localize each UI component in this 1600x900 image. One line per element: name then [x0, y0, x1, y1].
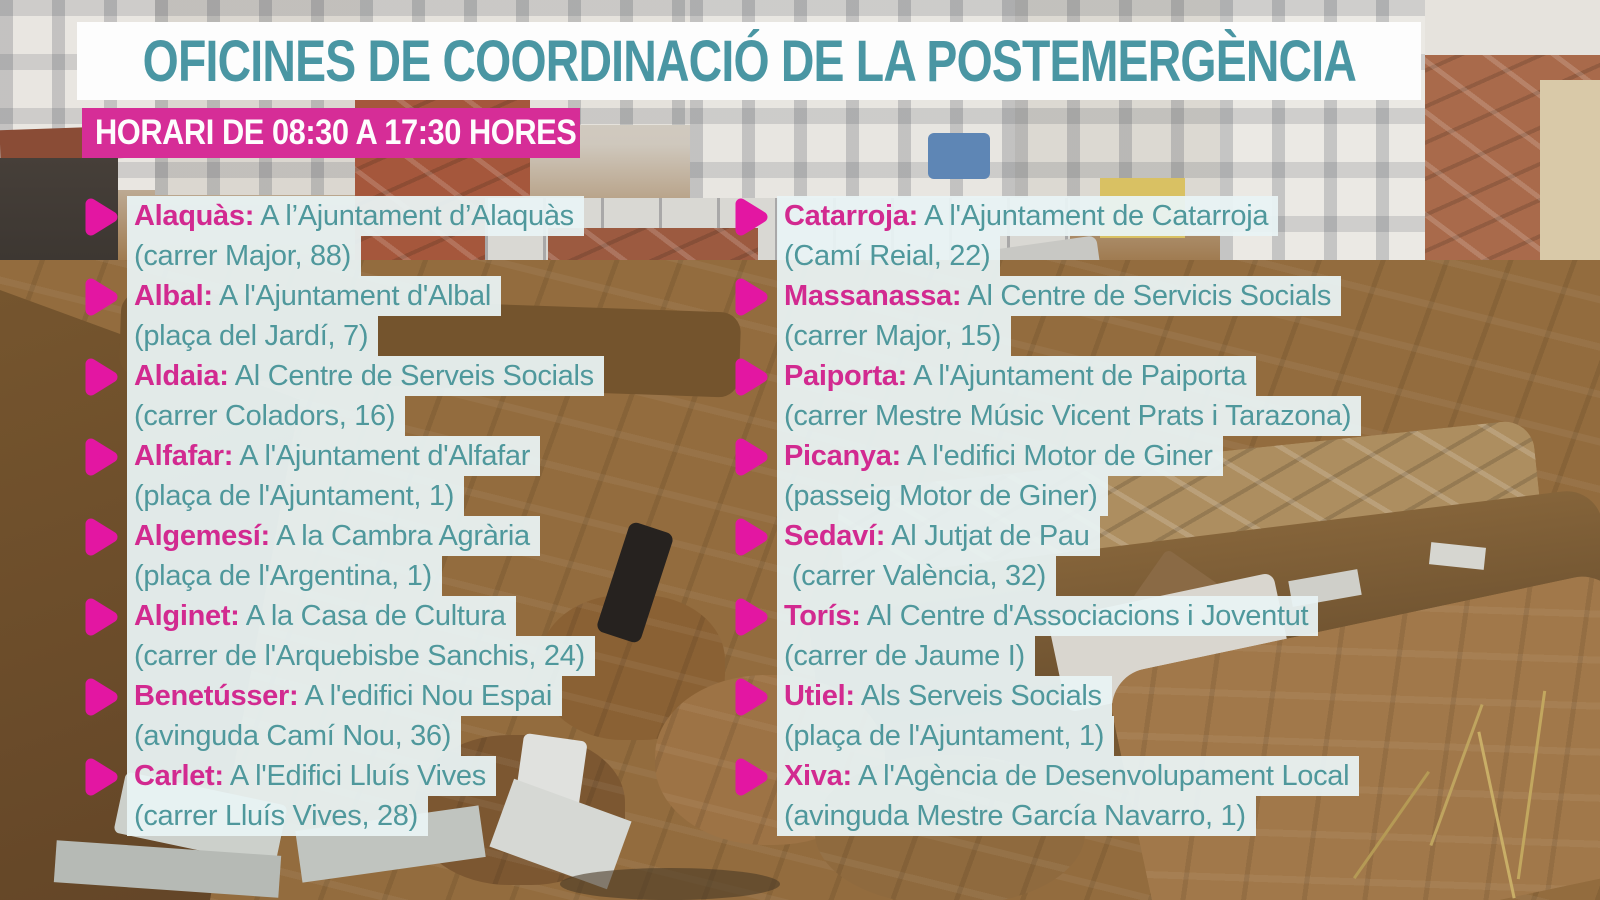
- office-line-1: [127, 196, 584, 236]
- arrow-bullet-icon: [734, 277, 770, 317]
- office-list-item: [734, 436, 1361, 516]
- office-line-2: [777, 316, 1341, 356]
- office-location: Al Centre de Servicis Socials: [961, 280, 1332, 312]
- photo-blue-tarp: [928, 133, 990, 179]
- office-address: (carrer Lluís Vives, 28): [134, 800, 418, 832]
- town-name: Catarroja:: [784, 200, 918, 232]
- office-line-2: [777, 716, 1114, 756]
- office-line-1: [127, 356, 604, 396]
- office-text: [777, 676, 1114, 756]
- town-name: Alaquàs:: [134, 200, 255, 232]
- office-address: (plaça de l'Ajuntament, 1): [134, 480, 455, 512]
- office-text: [127, 356, 604, 436]
- office-line-1: [127, 516, 540, 556]
- arrow-bullet-icon: [84, 517, 120, 557]
- title-banner: [77, 22, 1421, 100]
- office-list-item: [84, 436, 604, 516]
- arrow-bullet-icon: [84, 597, 120, 637]
- office-list-item: [84, 196, 604, 276]
- office-text: [127, 436, 540, 516]
- office-address: (plaça del Jardí, 7): [134, 320, 369, 352]
- office-line-2: [127, 716, 562, 756]
- office-location: Al Centre de Serveis Socials: [228, 360, 594, 392]
- office-line-2: [127, 556, 540, 596]
- town-name: Carlet:: [134, 760, 224, 792]
- office-line-2: [777, 476, 1223, 516]
- office-address: (carrer Major, 15): [784, 320, 1001, 352]
- office-list-item: [84, 276, 604, 356]
- office-text: [127, 676, 562, 756]
- page-title: OFICINES DE COORDINACIÓ DE LA POSTEMERGÈNCIA: [142, 28, 1356, 94]
- office-line-2: [777, 636, 1318, 676]
- office-list-item: [734, 196, 1361, 276]
- town-name: Massanassa:: [784, 280, 962, 312]
- office-line-1: [777, 196, 1278, 236]
- office-line-2: [127, 796, 496, 836]
- town-name: Algemesí:: [134, 520, 270, 552]
- office-list-item: [734, 276, 1361, 356]
- arrow-bullet-icon: [84, 357, 120, 397]
- office-text: [777, 276, 1341, 356]
- office-list-item: [734, 596, 1361, 676]
- office-text: [777, 436, 1223, 516]
- office-line-1: [777, 276, 1341, 316]
- office-list-item: [734, 676, 1361, 756]
- town-name: Benetússer:: [134, 680, 299, 712]
- office-list-left-column: [84, 196, 604, 836]
- arrow-bullet-icon: [734, 437, 770, 477]
- office-line-2: [127, 476, 540, 516]
- office-line-1: [777, 756, 1359, 796]
- arrow-bullet-icon: [84, 757, 120, 797]
- office-address: (carrer València, 32): [784, 560, 1047, 592]
- town-name: Utiel:: [784, 680, 855, 712]
- town-name: Alginet:: [134, 600, 240, 632]
- office-location: A l'edifici Motor de Giner: [900, 440, 1213, 472]
- town-name: Xiva:: [784, 760, 852, 792]
- office-line-2: [127, 236, 584, 276]
- office-address: (carrer de Jaume I): [784, 640, 1025, 672]
- office-line-1: [127, 436, 540, 476]
- town-name: Sedaví:: [784, 520, 886, 552]
- office-line-2: [777, 556, 1100, 596]
- arrow-bullet-icon: [84, 197, 120, 237]
- town-name: Aldaia:: [134, 360, 229, 392]
- office-location: A l'edifici Nou Espai: [298, 680, 552, 712]
- office-location: Als Serveis Socials: [854, 680, 1102, 712]
- hours-banner: [82, 108, 580, 158]
- arrow-bullet-icon: [734, 517, 770, 557]
- office-address: (plaça de l'Argentina, 1): [134, 560, 432, 592]
- town-name: Alfafar:: [134, 440, 234, 472]
- arrow-bullet-icon: [84, 437, 120, 477]
- office-line-1: [777, 356, 1361, 396]
- office-list-item: [84, 516, 604, 596]
- office-list-item: [84, 756, 604, 836]
- office-address: (carrer Mestre Músic Vicent Prats i Tarazona): [784, 400, 1352, 432]
- office-location: A l'Edifici Lluís Vives: [223, 760, 486, 792]
- office-text: [777, 516, 1100, 596]
- office-location: Al Jutjat de Pau: [885, 520, 1090, 552]
- office-location: A la Cambra Agrària: [269, 520, 530, 552]
- office-line-2: [127, 636, 595, 676]
- office-list-item: [84, 676, 604, 756]
- photo-building: [1425, 0, 1600, 58]
- office-list-item: [734, 756, 1361, 836]
- office-location: A l’Ajuntament d’Alaquàs: [254, 200, 574, 232]
- office-location: A l'Ajuntament de Catarroja: [918, 200, 1269, 232]
- office-location: A l'Ajuntament d'Alfafar: [233, 440, 531, 472]
- arrow-bullet-icon: [734, 357, 770, 397]
- town-name: Paiporta:: [784, 360, 907, 392]
- arrow-bullet-icon: [84, 277, 120, 317]
- office-text: [127, 756, 496, 836]
- photo-shadow: [560, 868, 780, 900]
- office-line-1: [127, 596, 595, 636]
- office-address: (avinguda Mestre García Navarro, 1): [784, 800, 1246, 832]
- office-line-1: [127, 756, 496, 796]
- office-text: [777, 756, 1359, 836]
- town-name: Torís:: [784, 600, 861, 632]
- office-address: (avinguda Camí Nou, 36): [134, 720, 452, 752]
- office-list-item: [734, 356, 1361, 436]
- office-line-2: [777, 796, 1359, 836]
- arrow-bullet-icon: [84, 677, 120, 717]
- arrow-bullet-icon: [734, 677, 770, 717]
- office-text: [777, 596, 1318, 676]
- office-list-item: [84, 356, 604, 436]
- office-text: [777, 196, 1278, 276]
- office-location: A l'Ajuntament d'Albal: [212, 280, 492, 312]
- office-list-right-column: [734, 196, 1361, 836]
- office-line-1: [127, 676, 562, 716]
- office-line-1: [777, 516, 1100, 556]
- office-location: A l'Ajuntament de Paiporta: [907, 360, 1247, 392]
- office-line-2: [127, 316, 501, 356]
- office-address: (plaça de l'Ajuntament, 1): [784, 720, 1105, 752]
- office-text: [127, 196, 584, 276]
- office-text: [127, 516, 540, 596]
- office-location: A la Casa de Cultura: [239, 600, 506, 632]
- office-text: [777, 356, 1361, 436]
- office-location: Al Centre d'Associacions i Joventut: [860, 600, 1309, 632]
- office-location: A l'Agència de Desenvolupament Local: [851, 760, 1350, 792]
- office-line-2: [777, 396, 1361, 436]
- office-line-1: [777, 436, 1223, 476]
- office-line-1: [777, 596, 1318, 636]
- office-address: (Camí Reial, 22): [784, 240, 991, 272]
- office-text: [127, 276, 501, 356]
- arrow-bullet-icon: [734, 197, 770, 237]
- office-line-2: [777, 236, 1278, 276]
- office-text: [127, 596, 595, 676]
- arrow-bullet-icon: [734, 597, 770, 637]
- office-address: (carrer de l'Arquebisbe Sanchis, 24): [134, 640, 585, 672]
- hours-text: HORARI DE 08:30 A 17:30 HORES: [95, 113, 577, 152]
- office-address: (carrer Coladors, 16): [134, 400, 396, 432]
- arrow-bullet-icon: [734, 757, 770, 797]
- office-line-2: [127, 396, 604, 436]
- office-address: (carrer Major, 88): [134, 240, 351, 272]
- office-line-1: [127, 276, 501, 316]
- office-address: (passeig Motor de Giner): [784, 480, 1098, 512]
- office-list-item: [84, 596, 604, 676]
- town-name: Picanya:: [784, 440, 901, 472]
- office-list-item: [734, 516, 1361, 596]
- town-name: Albal:: [134, 280, 213, 312]
- office-line-1: [777, 676, 1114, 716]
